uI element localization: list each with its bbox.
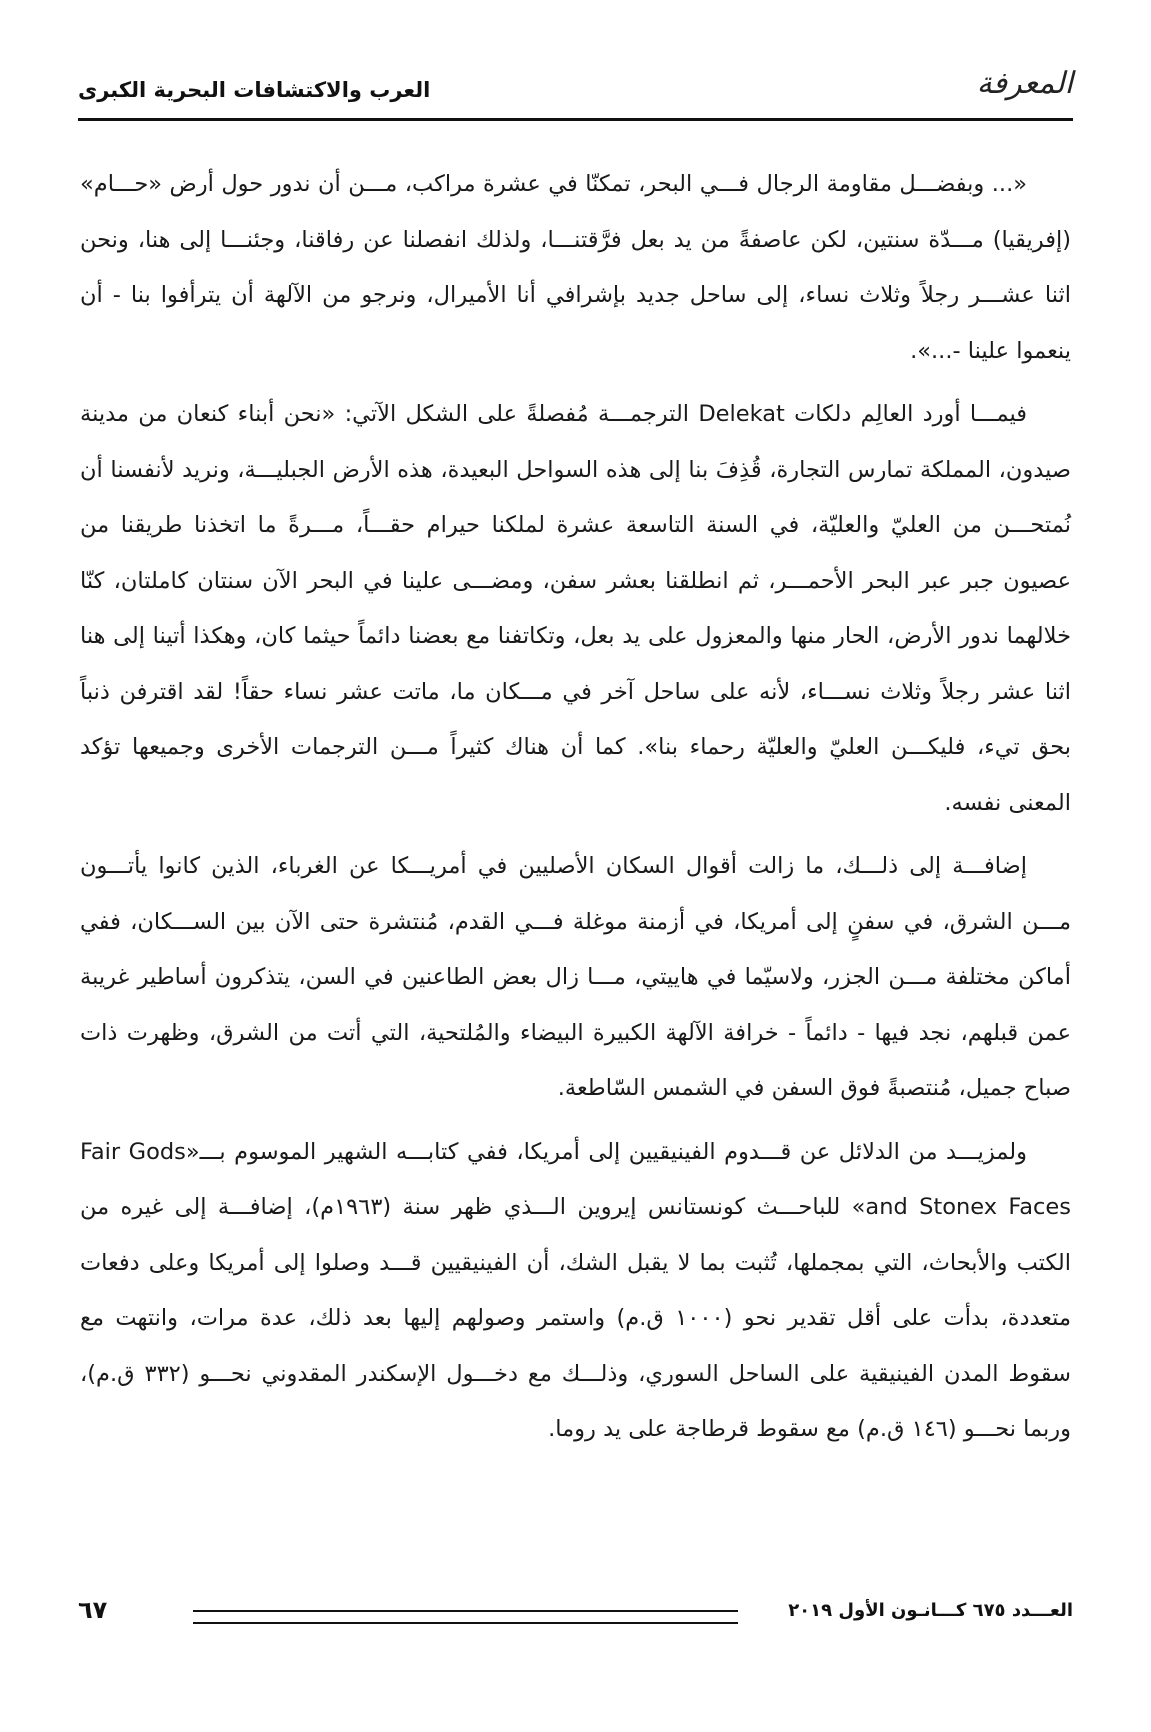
paragraph-further-evidence: ولمزيـــد من الدلائل عن قـــدوم الفينيقيين إلى أمريكا، ففي كتابـــه الشهير الموسوم بـــ«Fair Gods and Stonex Faces» للباحـــث كونستانس إيروين الـــذي ظهر سنة (١٩٦٣م)، إضافـــة إلى غيره من الكتب والأبحاث، التي بمجملها، تُثبت بما لا يقبل الشك، أن الفينيقيين قـــد وصلوا إلى أمريكا وعلى دفعات متعددة، بدأت على أقل تقدير نحو (١٠٠٠ ق.م) واستمر وصولهم إليها بعد ذلك، عدة مرات، وانتهت مع سقوط المدن الفينيقية على الساحل السوري، وذلـــك مع دخـــول الإسكندر المقدوني نحـــو (٣٣٢ ق.م)، وربما نحـــو (١٤٦ ق.م) مع سقوط قرطاجة على يد روما. [80,1138,1072,1442]
paragraph-quote: «... وبفضـــل مقاومة الرجال فـــي البحر، تمكنّا في عشرة مراكب، مـــن أن ندور حول أرض «حـــام» (إفريقيا) مـــدّة سنتين، لكن عاصفةً من يد بعل فرَّقتنـــا، ولذلك انفصلنا عن رفاقنا، وجئنـــا إلى هنا، ونحن اثنا عشـــر رجلاً وثلاث نساء، إلى ساحل جديد بإشرافي أنا الأميرال، ونرجو من الآلهة أن يترأفوا بنا - أن ينعموا علينا -...». [80,171,1071,364]
running-title: العرب والاكتشافات البحرية الكبرى [78,78,431,102]
paragraph-delekat-translation: فيمـــا أورد العالِم دلكات Delekat الترجمـــة مُفصلةً على الشكل الآتي: «نحن أبناء كنعان من مدينة صيدون، المملكة تمارس التجارة، قُذِفَ بنا إلى هذه السواحل البعيدة، هذه الأرض الجبليـــة، ونريد لأنفسنا أن نُمتحـــن من العليّ والعليّة، في السنة التاسعة عشرة لملكنا حيرام حقـــاً، مـــرةً ما اتخذنا طريقنا من عصيون جبر عبر البحر الأحمـــر، ثم انطلقنا بعشر سفن، ومضـــى علينا في البحر الآن سنتان كاملتان، كنّا خلالهما ندور الأرض، الحار منها والمعزول على يد بعل، وتكاتفنا مع بعضنا دائماً حيثما كان، وهكذا أتينا إلى هنا اثنا عشر رجلاً وثلاث نســـاء، لأنه على ساحل آخر في مـــكان ما، ماتت عشر نساء حقاً! لقد اقترفن ذنباً بحق تيء، فليكـــن العليّ والعليّة رحماء بنا». كما أن هناك كثيراً مـــن الترجمات الأخرى وجميعها تؤكد المعنى نفسه. [80,401,1071,816]
page-header [78,60,1073,112]
page-footer [78,1598,1073,1638]
header-divider [78,118,1073,121]
logo-text: المعرفة [976,66,1073,101]
footer-double-rule [193,1610,738,1624]
magazine-logo [977,66,1073,101]
article-body [80,157,1071,1466]
paragraph-native-legends: إضافـــة إلى ذلـــك، ما زالت أقوال السكان الأصليين في أمريـــكا عن الغرباء، الذين كانوا يأتـــون مـــن الشرق، في سفنٍ إلى أمريكا، في أزمنة موغلة فـــي القدم، مُنتشرة حتى الآن بين الســـكان، ففي أماكن مختلفة مـــن الجزر، ولاسيّما في هاييتي، مـــا زال بعض الطاعنين في السن، يتذكرون أساطير غريبة عمن قبلهم، نجد فيها - دائماً - خرافة الآلهة الكبيرة البيضاء والمُلتحية، التي أتت من الشرق، وظهرت ذات صباح جميل، مُنتصبةً فوق السفن في الشمس السّاطعة. [80,853,1071,1101]
issue-info: العـــدد ٦٧٥ كـــانـون الأول ٢٠١٩ [788,1600,1073,1621]
page-number: ٦٧ [78,1596,108,1624]
